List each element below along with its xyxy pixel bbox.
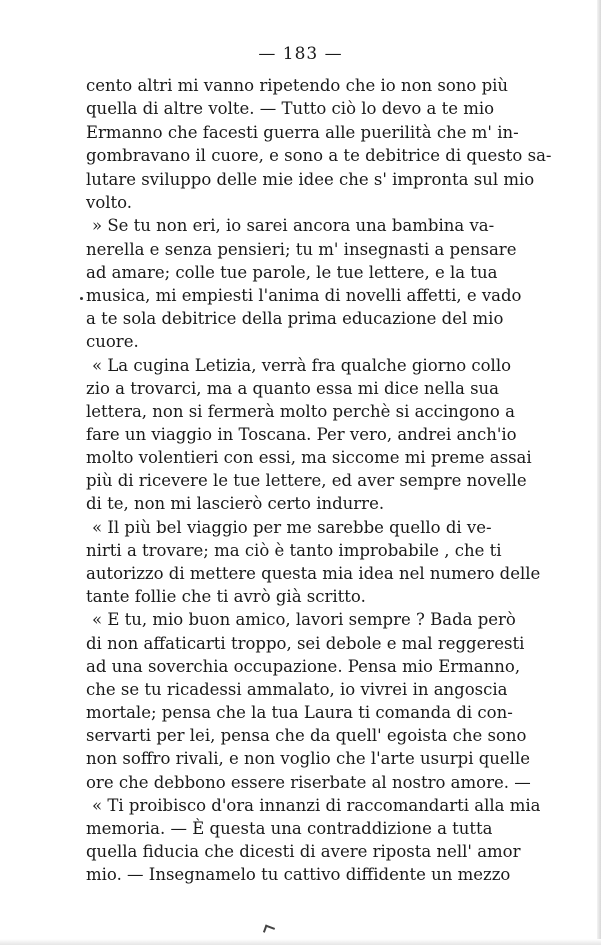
margin-speck <box>80 297 83 300</box>
text-line-3: Ermanno che facesti guerra alle puerilità che m' in- <box>86 123 519 142</box>
text-line-9: ad amare; colle tue parole, le tue lettere, e la tua <box>86 263 498 282</box>
text-line-19: di te, non mi lascierò certo indurre. <box>86 494 385 513</box>
text-line-4: gombravano il cuore, e sono a te debitrice di questo sa- <box>86 146 552 165</box>
page-number: — 183 — <box>258 44 343 64</box>
text-line-22: autorizzo di mettere questa mia idea nel numero delle <box>86 564 541 583</box>
text-line-21: nirti a trovare; ma ciò è tanto improbabile , che ti <box>86 541 502 560</box>
text-line-25: di non affaticarti troppo, sei debole e mal reggeresti <box>86 634 525 653</box>
text-line-24: « E tu, mio buon amico, lavori sempre ? Bada però <box>92 610 516 629</box>
text-line-30: non soffro rivali, e non voglio che l'arte usurpi quelle <box>86 749 531 768</box>
text-line-7: » Se tu non eri, io sarei ancora una bambina va- <box>92 216 495 235</box>
text-line-28: mortale; pensa che la tua Laura ti comanda di con- <box>86 703 513 722</box>
text-line-35: mio. — Insegnamelo tu cattivo diffidente un mezzo <box>86 865 511 884</box>
text-line-29: servarti per lei, pensa che da quell' egoista che sono <box>86 726 527 745</box>
text-line-14: zio a trovarci, ma a quanto essa mi dice nella sua <box>86 379 500 398</box>
text-line-34: quella fiducia che dicesti di avere riposta nell' amor <box>86 842 521 861</box>
text-line-2: quella di altre volte. — Tutto ciò lo devo a te mio <box>86 99 495 118</box>
page-right-edge <box>597 0 601 945</box>
text-line-33: memoria. — È questa una contraddizione a tutta <box>86 819 493 838</box>
printer-ornament-mark <box>263 925 275 936</box>
text-line-1: cento altri mi vanno ripetendo che io non sono più <box>86 76 509 95</box>
text-line-5: lutare sviluppo delle mie idee che s' impronta sul mio <box>86 170 535 189</box>
text-line-17: molto volentieri con essi, ma siccome mi preme assai <box>86 448 532 467</box>
text-line-13: « La cugina Letizia, verrà fra qualche giorno collo <box>92 356 512 375</box>
text-line-15: lettera, non si fermerà molto perchè si accingono a <box>86 402 515 421</box>
text-line-20: « Il più bel viaggio per me sarebbe quello di ve- <box>92 518 492 537</box>
text-line-16: fare un viaggio in Toscana. Per vero, andrei anch'io <box>86 425 517 444</box>
text-line-32: « Ti proibisco d'ora innanzi di raccomandarti alla mia <box>92 796 541 815</box>
text-line-11: a te sola debitrice della prima educazione del mio <box>86 309 504 328</box>
text-line-27: che se tu ricadessi ammalato, io vivrei in angoscia <box>86 680 508 699</box>
text-line-12: cuore. <box>86 332 139 351</box>
text-line-8: nerella e senza pensieri; tu m' insegnasti a pensare <box>86 240 517 259</box>
page-bottom-edge <box>0 939 601 945</box>
text-line-31: ore che debbono essere riserbate al nostro amore. — <box>86 773 531 792</box>
text-line-10: musica, mi empiesti l'anima di novelli affetti, e vado <box>86 286 522 305</box>
text-line-26: ad una soverchia occupazione. Pensa mio Ermanno, <box>86 657 521 676</box>
text-line-23: tante follie che ti avrò già scritto. <box>86 587 366 606</box>
text-line-6: volto. <box>86 193 133 212</box>
text-line-18: più di ricevere le tue lettere, ed aver sempre novelle <box>86 471 527 490</box>
